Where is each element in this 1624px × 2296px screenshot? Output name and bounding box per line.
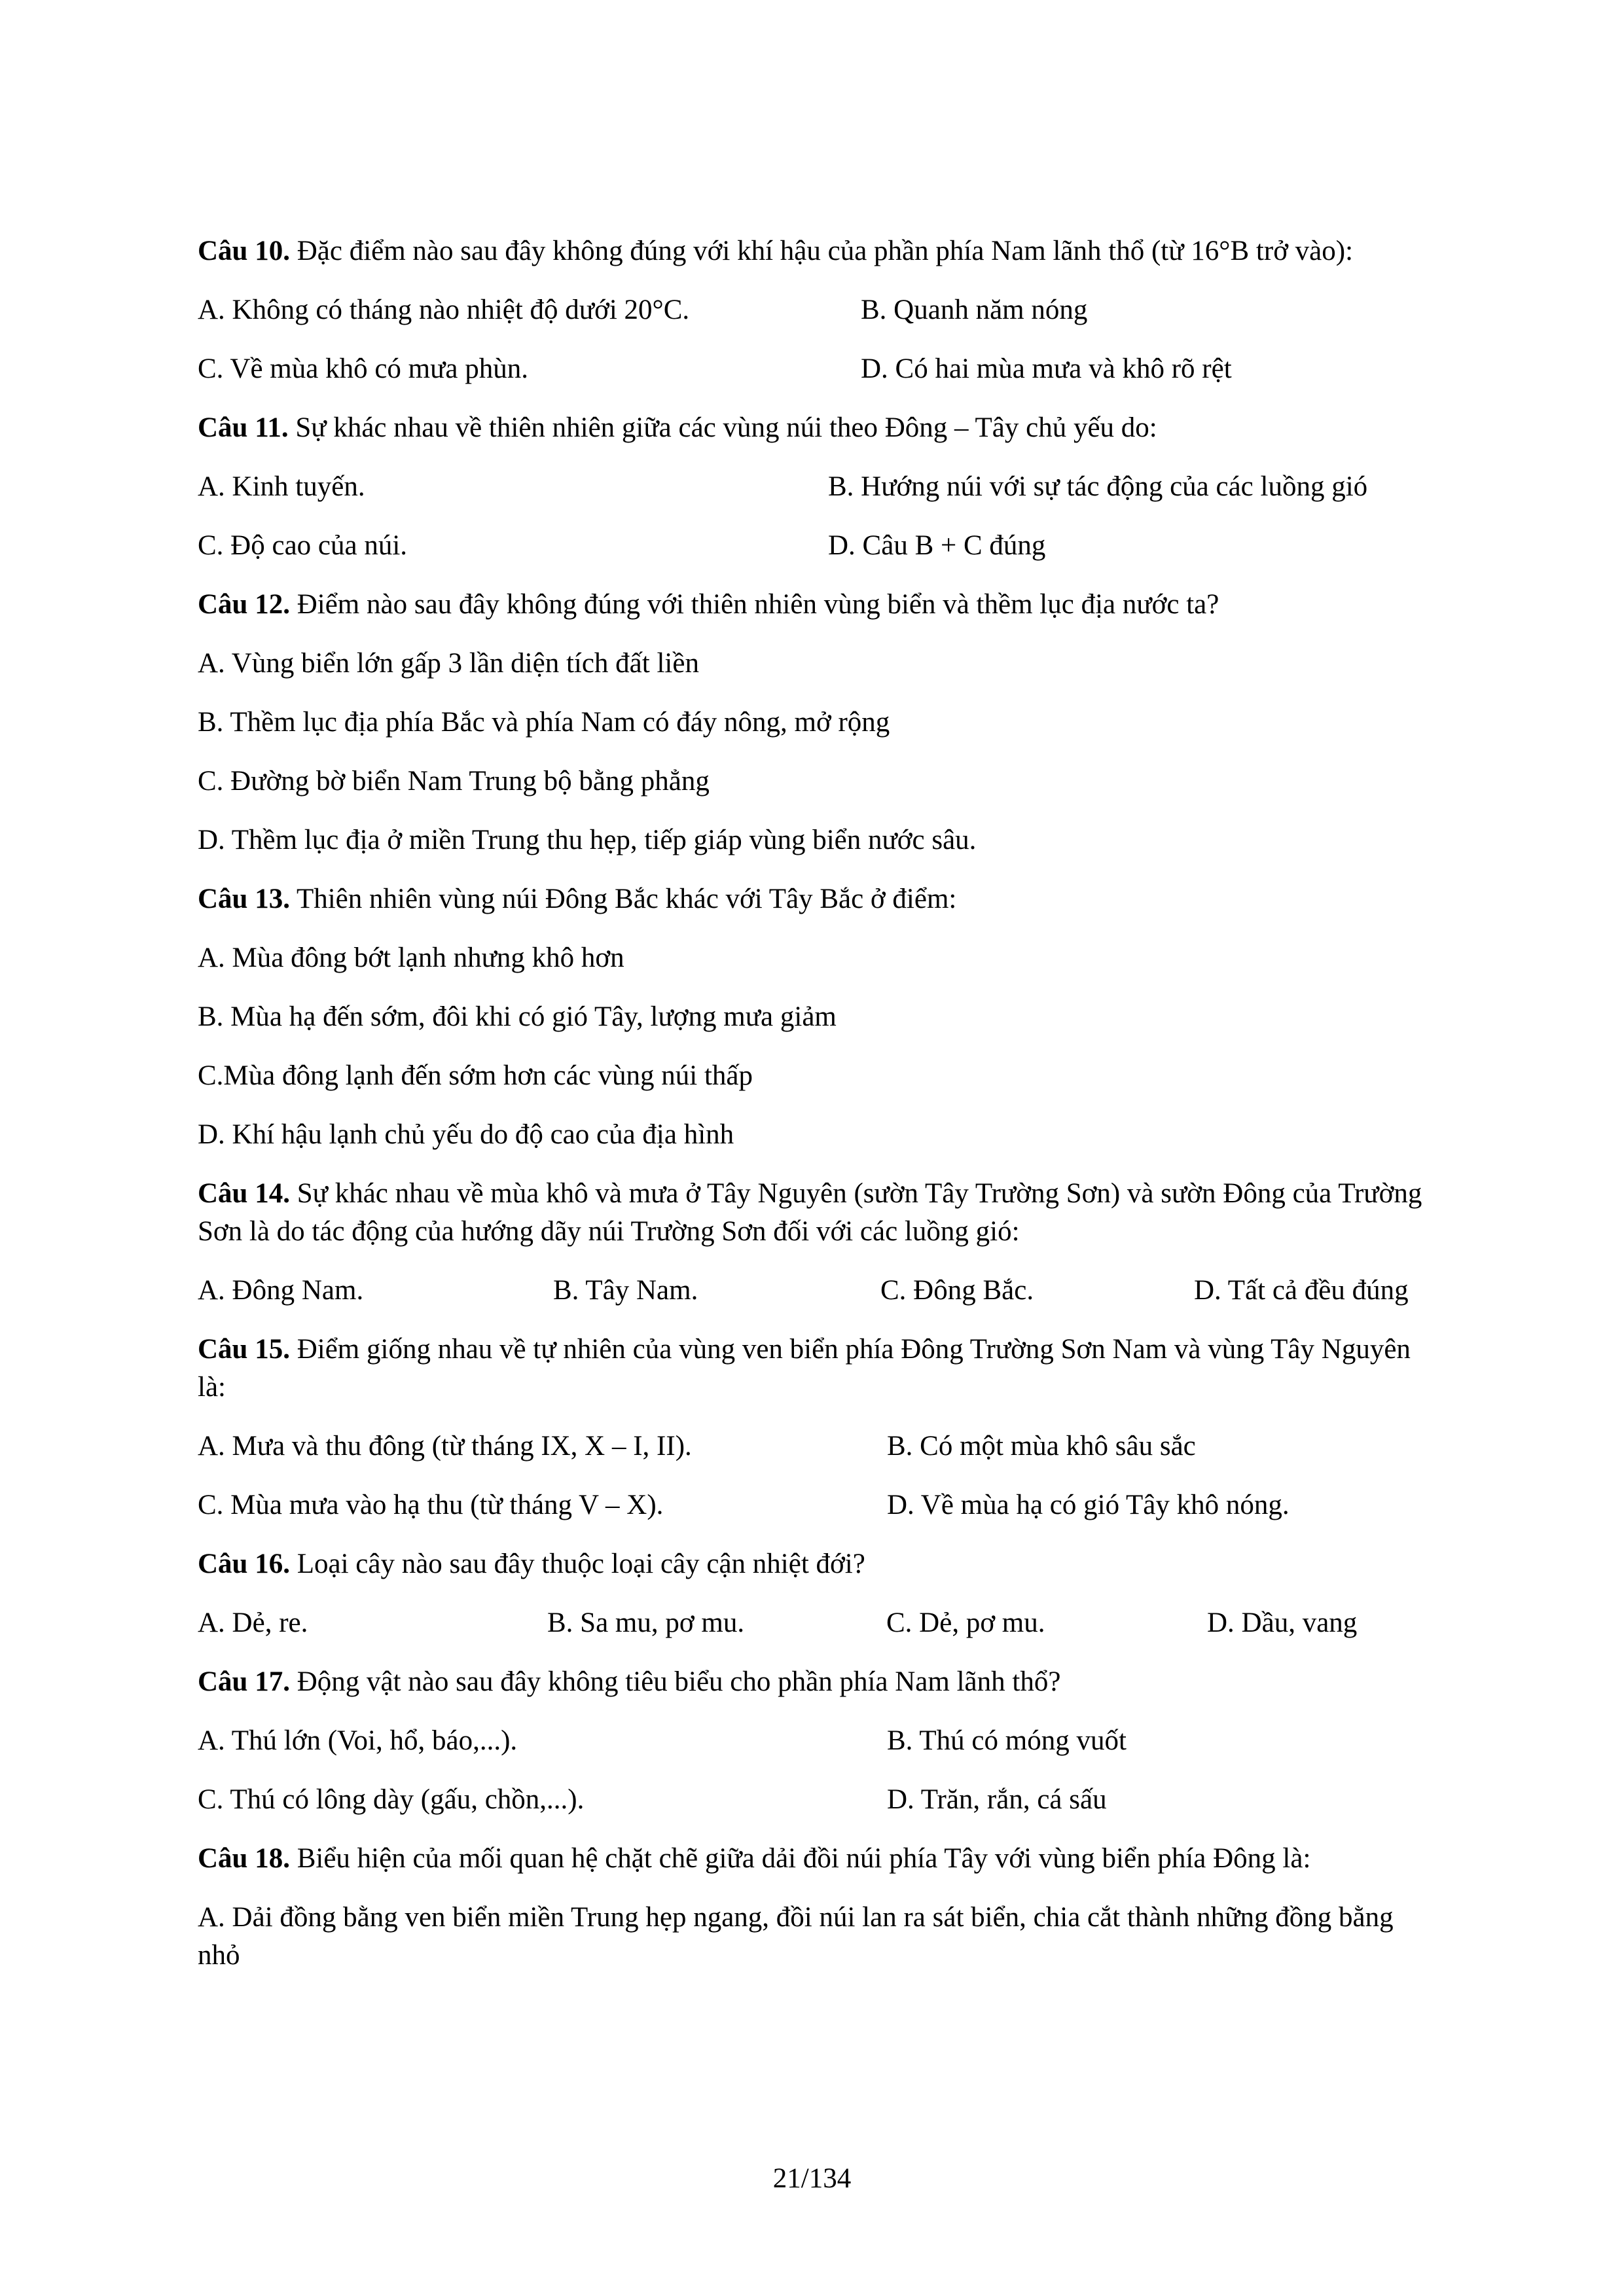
question-16-option-d[interactable]: D. Dầu, vang [1207, 1607, 1358, 1638]
question-12-text: Điểm nào sau đây không đúng với thiên nhiên vùng biển và thềm lục địa nước ta? [297, 589, 1219, 620]
question-14-option-b[interactable]: B. Tây Nam. [553, 1275, 698, 1306]
question-13-option-a[interactable]: A. Mùa đông bớt lạnh nhưng khô hơn [198, 942, 624, 973]
question-11-number: Câu 11. [198, 412, 289, 443]
question-17-option-d[interactable]: D. Trăn, rắn, cá sấu [887, 1784, 1107, 1815]
question-13-text: Thiên nhiên vùng núi Đông Bắc khác với Tây Bắc ở điểm: [296, 884, 957, 914]
question-12-option-c[interactable]: C. Đường bờ biển Nam Trung bộ bằng phẳng [198, 766, 710, 797]
question-16-options-row [198, 1604, 1428, 1642]
question-14 [198, 1175, 1428, 1251]
question-15-number: Câu 15. [198, 1334, 290, 1365]
question-16-option-a[interactable]: A. Dẻ, re. [198, 1607, 308, 1638]
question-16-option-b[interactable]: B. Sa mu, pơ mu. [547, 1607, 745, 1638]
question-15-options-row-2 [198, 1486, 1428, 1524]
question-10-options-row-1 [198, 291, 1428, 329]
question-18-option-a[interactable]: A. Dải đồng bằng ven biển miền Trung hẹp ngang, đồi núi lan ra sát biển, chia cắt thành những đồng bằng nhỏ [198, 1902, 1394, 1971]
question-11-options-row-2 [198, 527, 1428, 565]
question-12-number: Câu 12. [198, 589, 290, 620]
question-18-text: Biểu hiện của mối quan hệ chặt chẽ giữa dải đồi núi phía Tây với vùng biển phía Đông là: [297, 1843, 1311, 1874]
question-14-option-c[interactable]: C. Đông Bắc. [880, 1275, 1034, 1306]
question-list [198, 232, 1428, 1975]
question-11-option-d[interactable]: D. Câu B + C đúng [828, 530, 1046, 561]
question-10-option-a[interactable]: A. Không có tháng nào nhiệt độ dưới 20°C. [198, 295, 690, 325]
question-16-option-c[interactable]: C. Dẻ, pơ mu. [886, 1607, 1045, 1638]
question-17-option-a[interactable]: A. Thú lớn (Voi, hổ, báo,...). [198, 1725, 518, 1756]
question-13 [198, 880, 1428, 918]
question-12-option-b[interactable]: B. Thềm lục địa phía Bắc và phía Nam có đáy nông, mở rộng [198, 707, 890, 738]
question-10-option-b[interactable]: B. Quanh năm nóng [861, 295, 1088, 325]
question-17-text: Động vật nào sau đây không tiêu biểu cho phần phía Nam lãnh thổ? [297, 1666, 1061, 1697]
question-18 [198, 1840, 1428, 1878]
question-16-text: Loại cây nào sau đây thuộc loại cây cận nhiệt đới? [297, 1549, 865, 1579]
question-13-option-b[interactable]: B. Mùa hạ đến sớm, đôi khi có gió Tây, lượng mưa giảm [198, 1001, 837, 1032]
page-number: 21/134 [772, 2163, 852, 2194]
question-13-option-c[interactable]: C.Mùa đông lạnh đến sớm hơn các vùng núi thấp [198, 1060, 753, 1091]
question-10-text: Đặc điểm nào sau đây không đúng với khí hậu của phần phía Nam lãnh thổ (từ 16°B trở vào): [297, 236, 1354, 266]
question-11 [198, 409, 1428, 447]
question-12 [198, 586, 1428, 624]
question-16 [198, 1545, 1428, 1583]
question-14-options-row [198, 1272, 1428, 1310]
question-11-options-row-1 [198, 468, 1428, 506]
question-15-option-d[interactable]: D. Về mùa hạ có gió Tây khô nóng. [887, 1490, 1290, 1520]
question-15-option-a[interactable]: A. Mưa và thu đông (từ tháng IX, X – I, II). [198, 1431, 692, 1462]
question-17 [198, 1663, 1428, 1701]
question-16-number: Câu 16. [198, 1549, 290, 1579]
question-11-option-c[interactable]: C. Độ cao của núi. [198, 530, 408, 561]
question-13-number: Câu 13. [198, 884, 290, 914]
question-10-number: Câu 10. [198, 236, 290, 266]
question-15 [198, 1331, 1428, 1407]
question-11-text: Sự khác nhau về thiên nhiên giữa các vùng núi theo Đông – Tây chủ yếu do: [295, 412, 1157, 443]
question-14-text: Sự khác nhau về mùa khô và mưa ở Tây Nguyên (sườn Tây Trường Sơn) và sườn Đông của Trường Sơn là do tác động của hướng dãy núi Trường Sơn đối với các luồng gió: [198, 1178, 1422, 1247]
question-10 [198, 232, 1428, 270]
question-15-options-row-1 [198, 1427, 1428, 1465]
question-15-option-c[interactable]: C. Mùa mưa vào hạ thu (từ tháng V – X). [198, 1490, 664, 1520]
question-13-option-d[interactable]: D. Khí hậu lạnh chủ yếu do độ cao của địa hình [198, 1119, 734, 1150]
question-10-option-d[interactable]: D. Có hai mùa mưa và khô rõ rệt [861, 353, 1232, 384]
question-12-option-d[interactable]: D. Thềm lục địa ở miền Trung thu hẹp, tiếp giáp vùng biển nước sâu. [198, 825, 977, 855]
question-17-options-row-2 [198, 1781, 1428, 1819]
question-14-option-a[interactable]: A. Đông Nam. [198, 1275, 364, 1306]
question-17-option-c[interactable]: C. Thú có lông dày (gấu, chồn,...). [198, 1784, 585, 1815]
question-11-option-a[interactable]: A. Kinh tuyến. [198, 471, 365, 502]
question-12-option-a[interactable]: A. Vùng biển lớn gấp 3 lần diện tích đất liền [198, 648, 699, 679]
question-10-option-c[interactable]: C. Về mùa khô có mưa phùn. [198, 353, 528, 384]
question-11-option-b[interactable]: B. Hướng núi với sự tác động của các luồng gió [828, 471, 1368, 502]
question-17-options-row-1 [198, 1722, 1428, 1760]
question-14-number: Câu 14. [198, 1178, 290, 1209]
question-15-option-b[interactable]: B. Có một mùa khô sâu sắc [887, 1431, 1196, 1462]
question-17-number: Câu 17. [198, 1666, 290, 1697]
question-10-options-row-2 [198, 350, 1428, 388]
question-18-number: Câu 18. [198, 1843, 290, 1874]
question-14-option-d[interactable]: D. Tất cả đều đúng [1194, 1275, 1409, 1306]
question-17-option-b[interactable]: B. Thú có móng vuốt [887, 1725, 1127, 1756]
question-15-text: Điểm giống nhau về tự nhiên của vùng ven biển phía Đông Trường Sơn Nam và vùng Tây Nguyên là: [198, 1334, 1411, 1403]
